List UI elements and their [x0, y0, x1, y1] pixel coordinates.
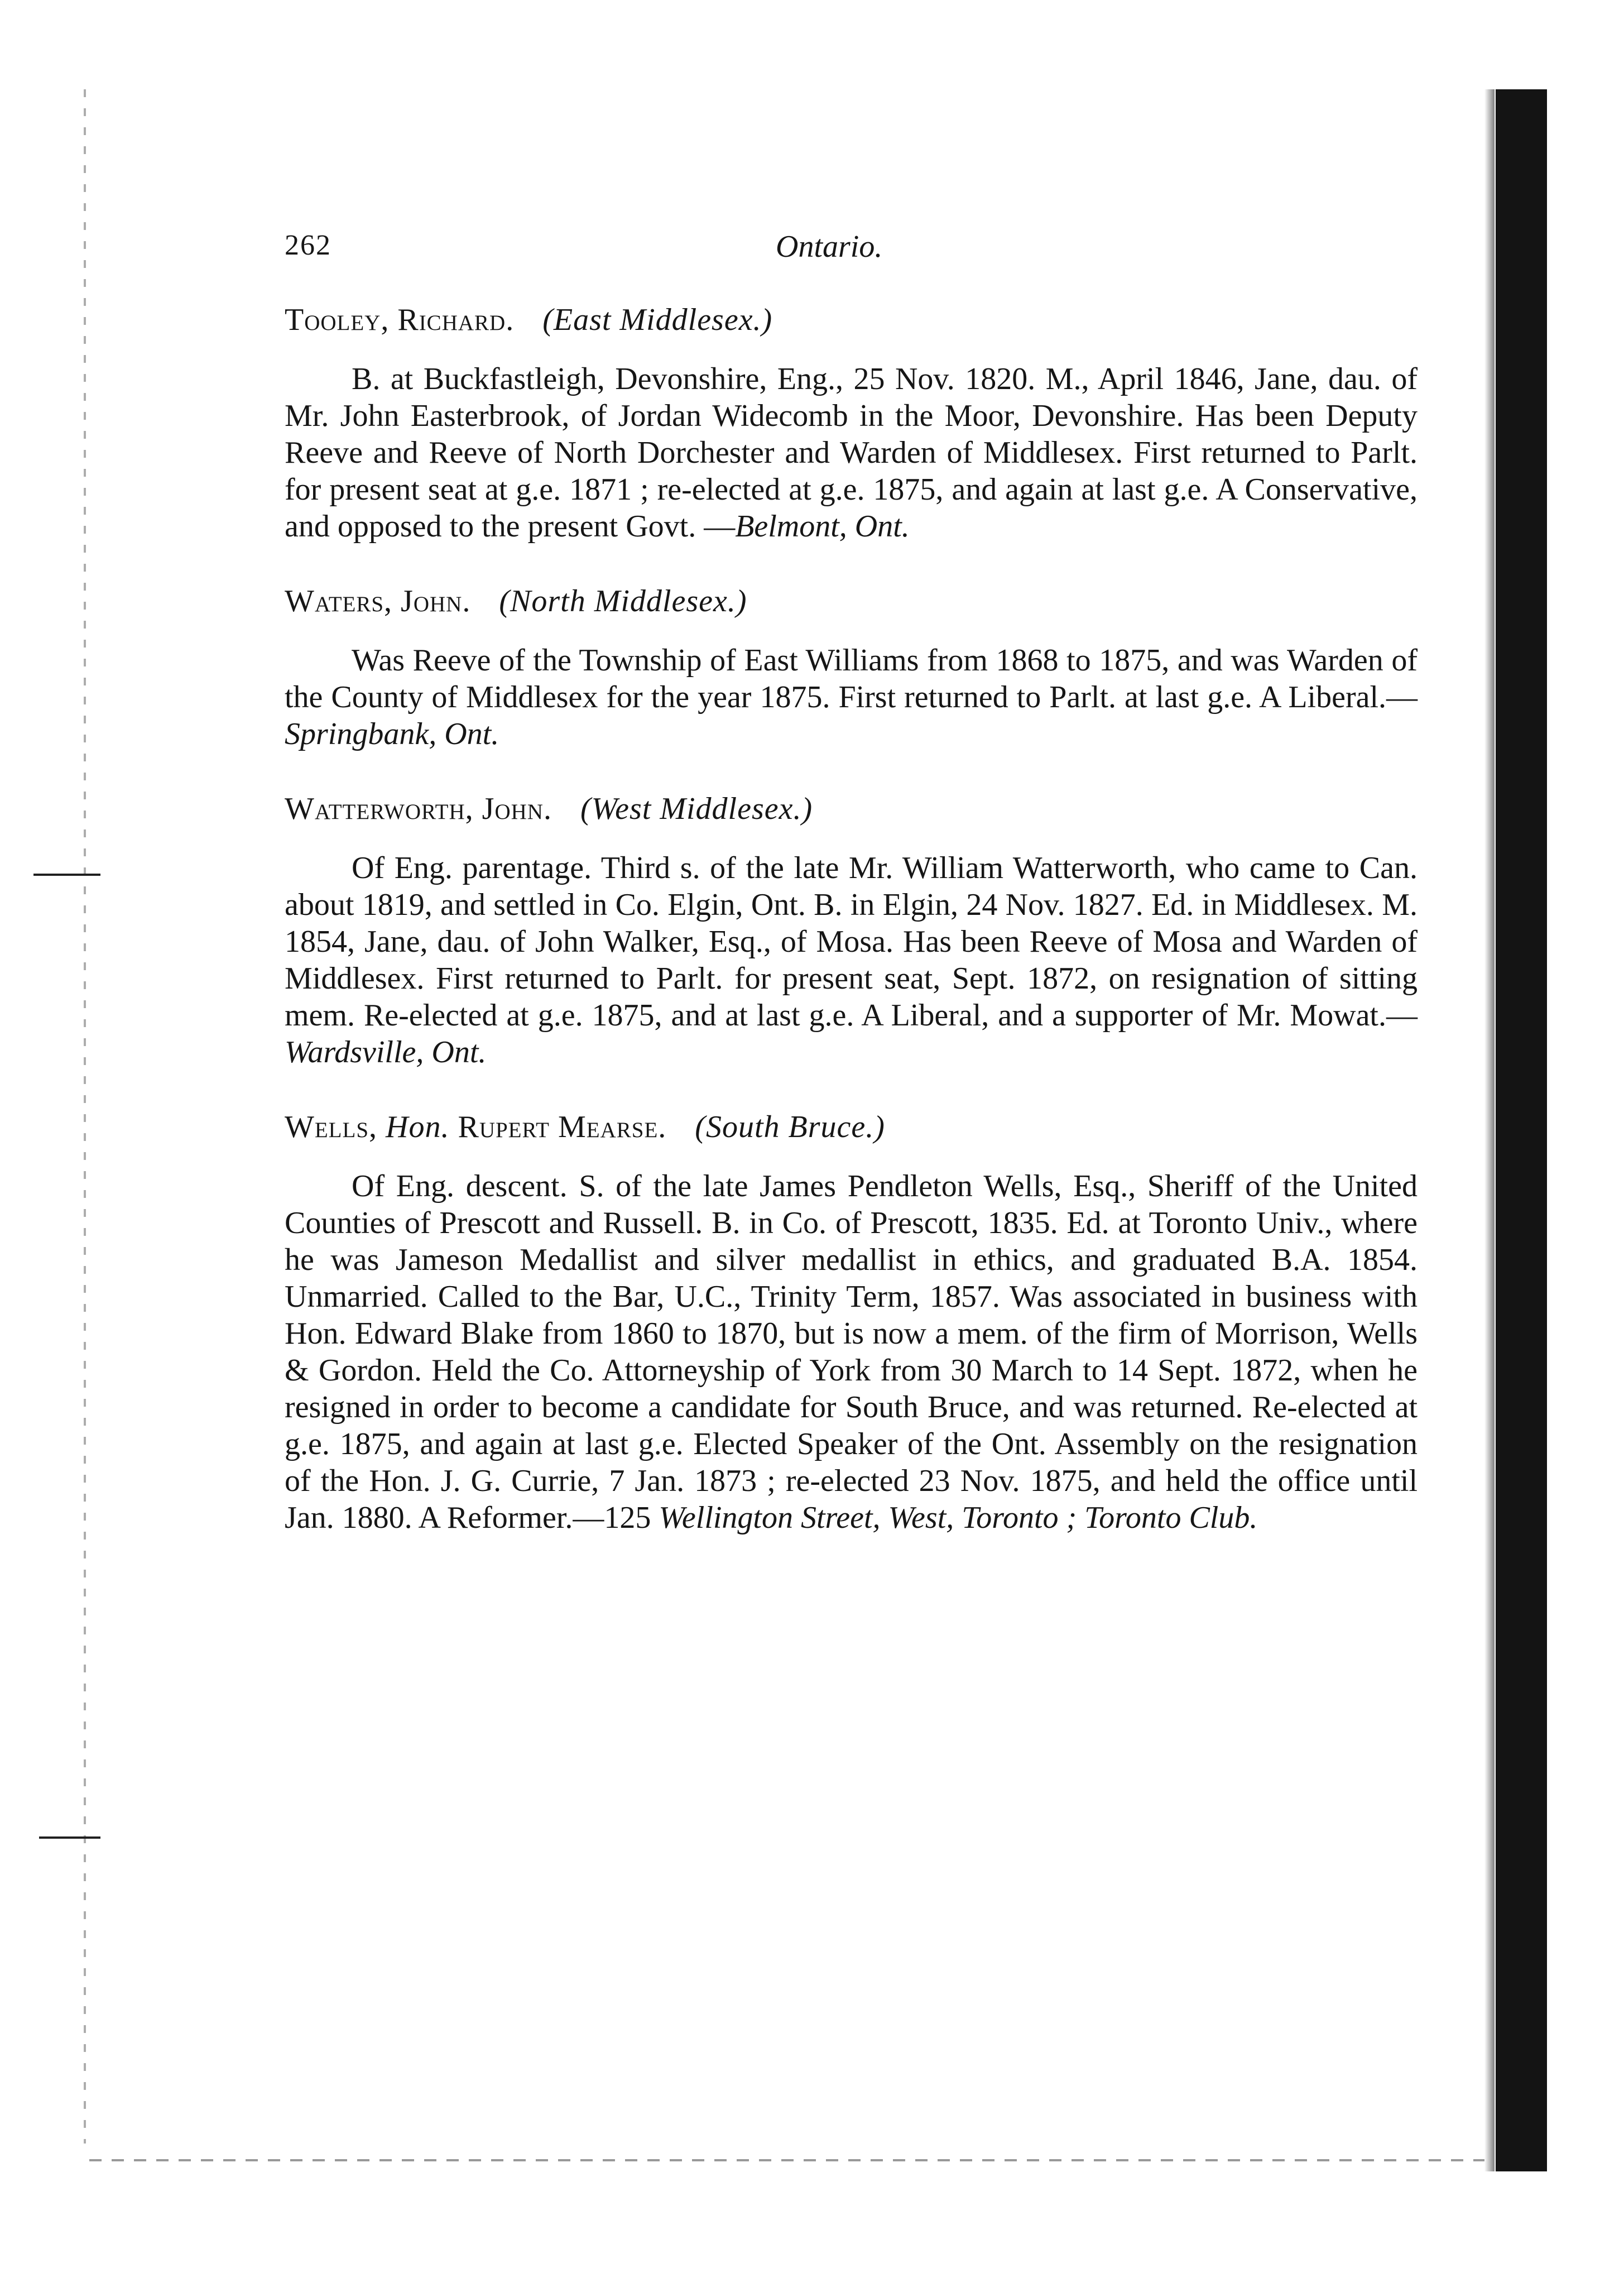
entry-biography — [285, 1168, 1418, 1536]
biography-text: Of Eng. descent. S. of the late James Pendleton Wells, Esq., Sheriff of the United Counties of Prescott and Russell. B. in Co. of Prescott, 1835. Ed. at Toronto Univ., where he was Jameson Medallist and silver medallist in ethics, and graduated B.A. 1854. Unmarried. Called to the Bar, U.C., Trinity Term, 1857. Was associated in business with Hon. Edward Blake from 1860 to 1870, but is now a mem. of the firm of Morrison, Wells & Gordon. Held the Co. Attorneyship of York from 30 March to 14 Sept. 1872, when he resigned in order to become a candidate for South Bruce, and was returned. Re-elected at g.e. 1875, and again at last g.e. Elected Speaker of the Ont. Assembly on the resignation of the Hon. J. G. Currie, 7 Jan. 1873 ; re-elected 23 Nov. 1875, and held the office until Jan. 1880. A Reformer.—125 — [285, 1169, 1418, 1535]
entry-biography — [285, 361, 1418, 545]
binding-gutter — [84, 89, 86, 2143]
entry-biography — [285, 642, 1418, 752]
member-name: Waters, John. — [285, 584, 471, 618]
residence: Belmont, Ont. — [735, 509, 910, 544]
gutter-mark — [33, 874, 100, 876]
constituency: (West Middlesex.) — [580, 792, 813, 826]
running-title: Ontario. — [776, 229, 883, 264]
entry-heading — [285, 583, 1418, 620]
entry-heading — [285, 1109, 1418, 1145]
residence: Wardsville, Ont. — [285, 1035, 487, 1070]
constituency: (North Middlesex.) — [499, 584, 747, 618]
entry-wells — [285, 1109, 1418, 1536]
constituency: (East Middlesex.) — [542, 303, 773, 337]
biography-text: B. at Buckfastleigh, Devonshire, Eng., 25 Nov. 1820. M., April 1846, Jane, dau. of Mr. John Easterbrook, of Jordan Widecomb in the Moor, Devonshire. Has been Deputy Reeve and Reeve of North Dorchester and Warden of Middlesex. First returned to Parlt. for present seat at g.e. 1871 ; re-elected at g.e. 1875, and again at last g.e. A Conservative, and opposed to the present Govt. — — [285, 362, 1418, 544]
member-name: Watterworth, John. — [285, 792, 552, 826]
entry-heading — [285, 790, 1418, 827]
entry-heading — [285, 301, 1418, 338]
entry-biography — [285, 850, 1418, 1071]
page-bottom-edge — [89, 2159, 1484, 2161]
running-head — [285, 229, 1010, 274]
biography-text: Was Reeve of the Township of East Williams from 1868 to 1875, and was Warden of the County of Middlesex for the year 1875. First returned to Parlt. at last g.e. A Liberal.— — [285, 643, 1418, 714]
page-body — [285, 301, 1418, 1574]
member-surname: Wells, — [285, 1110, 378, 1144]
member-given-names: Rupert Mearse. — [458, 1110, 667, 1144]
gutter-mark — [39, 1836, 100, 1839]
residence: Wellington Street, West, Toronto ; Toronto Club. — [659, 1500, 1258, 1535]
book-spine-shadow — [1496, 89, 1547, 2171]
page-number: 262 — [285, 229, 331, 261]
entry-watterworth — [285, 790, 1418, 1071]
honorific: Hon. — [386, 1110, 450, 1144]
biography-text: Of Eng. parentage. Third s. of the late Mr. William Watterworth, who came to Can. about 1819, and settled in Co. Elgin, Ont. B. in Elgin, 24 Nov. 1827. Ed. in Middlesex. M. 1854, Jane, dau. of John Walker, Esq., of Mosa. Has been Reeve of Mosa and Warden of Middlesex. First returned to Parlt. for present seat, Sept. 1872, on resignation of sitting mem. Re-elected at g.e. 1875, and at last g.e. A Liberal, and a supporter of Mr. Mowat.— — [285, 851, 1418, 1033]
residence: Springbank, Ont. — [285, 717, 499, 751]
binding-shadow — [1484, 89, 1495, 2171]
entry-tooley — [285, 301, 1418, 545]
member-name: Tooley, Richard. — [285, 303, 515, 337]
entry-waters — [285, 583, 1418, 752]
constituency: (South Bruce.) — [695, 1110, 885, 1144]
